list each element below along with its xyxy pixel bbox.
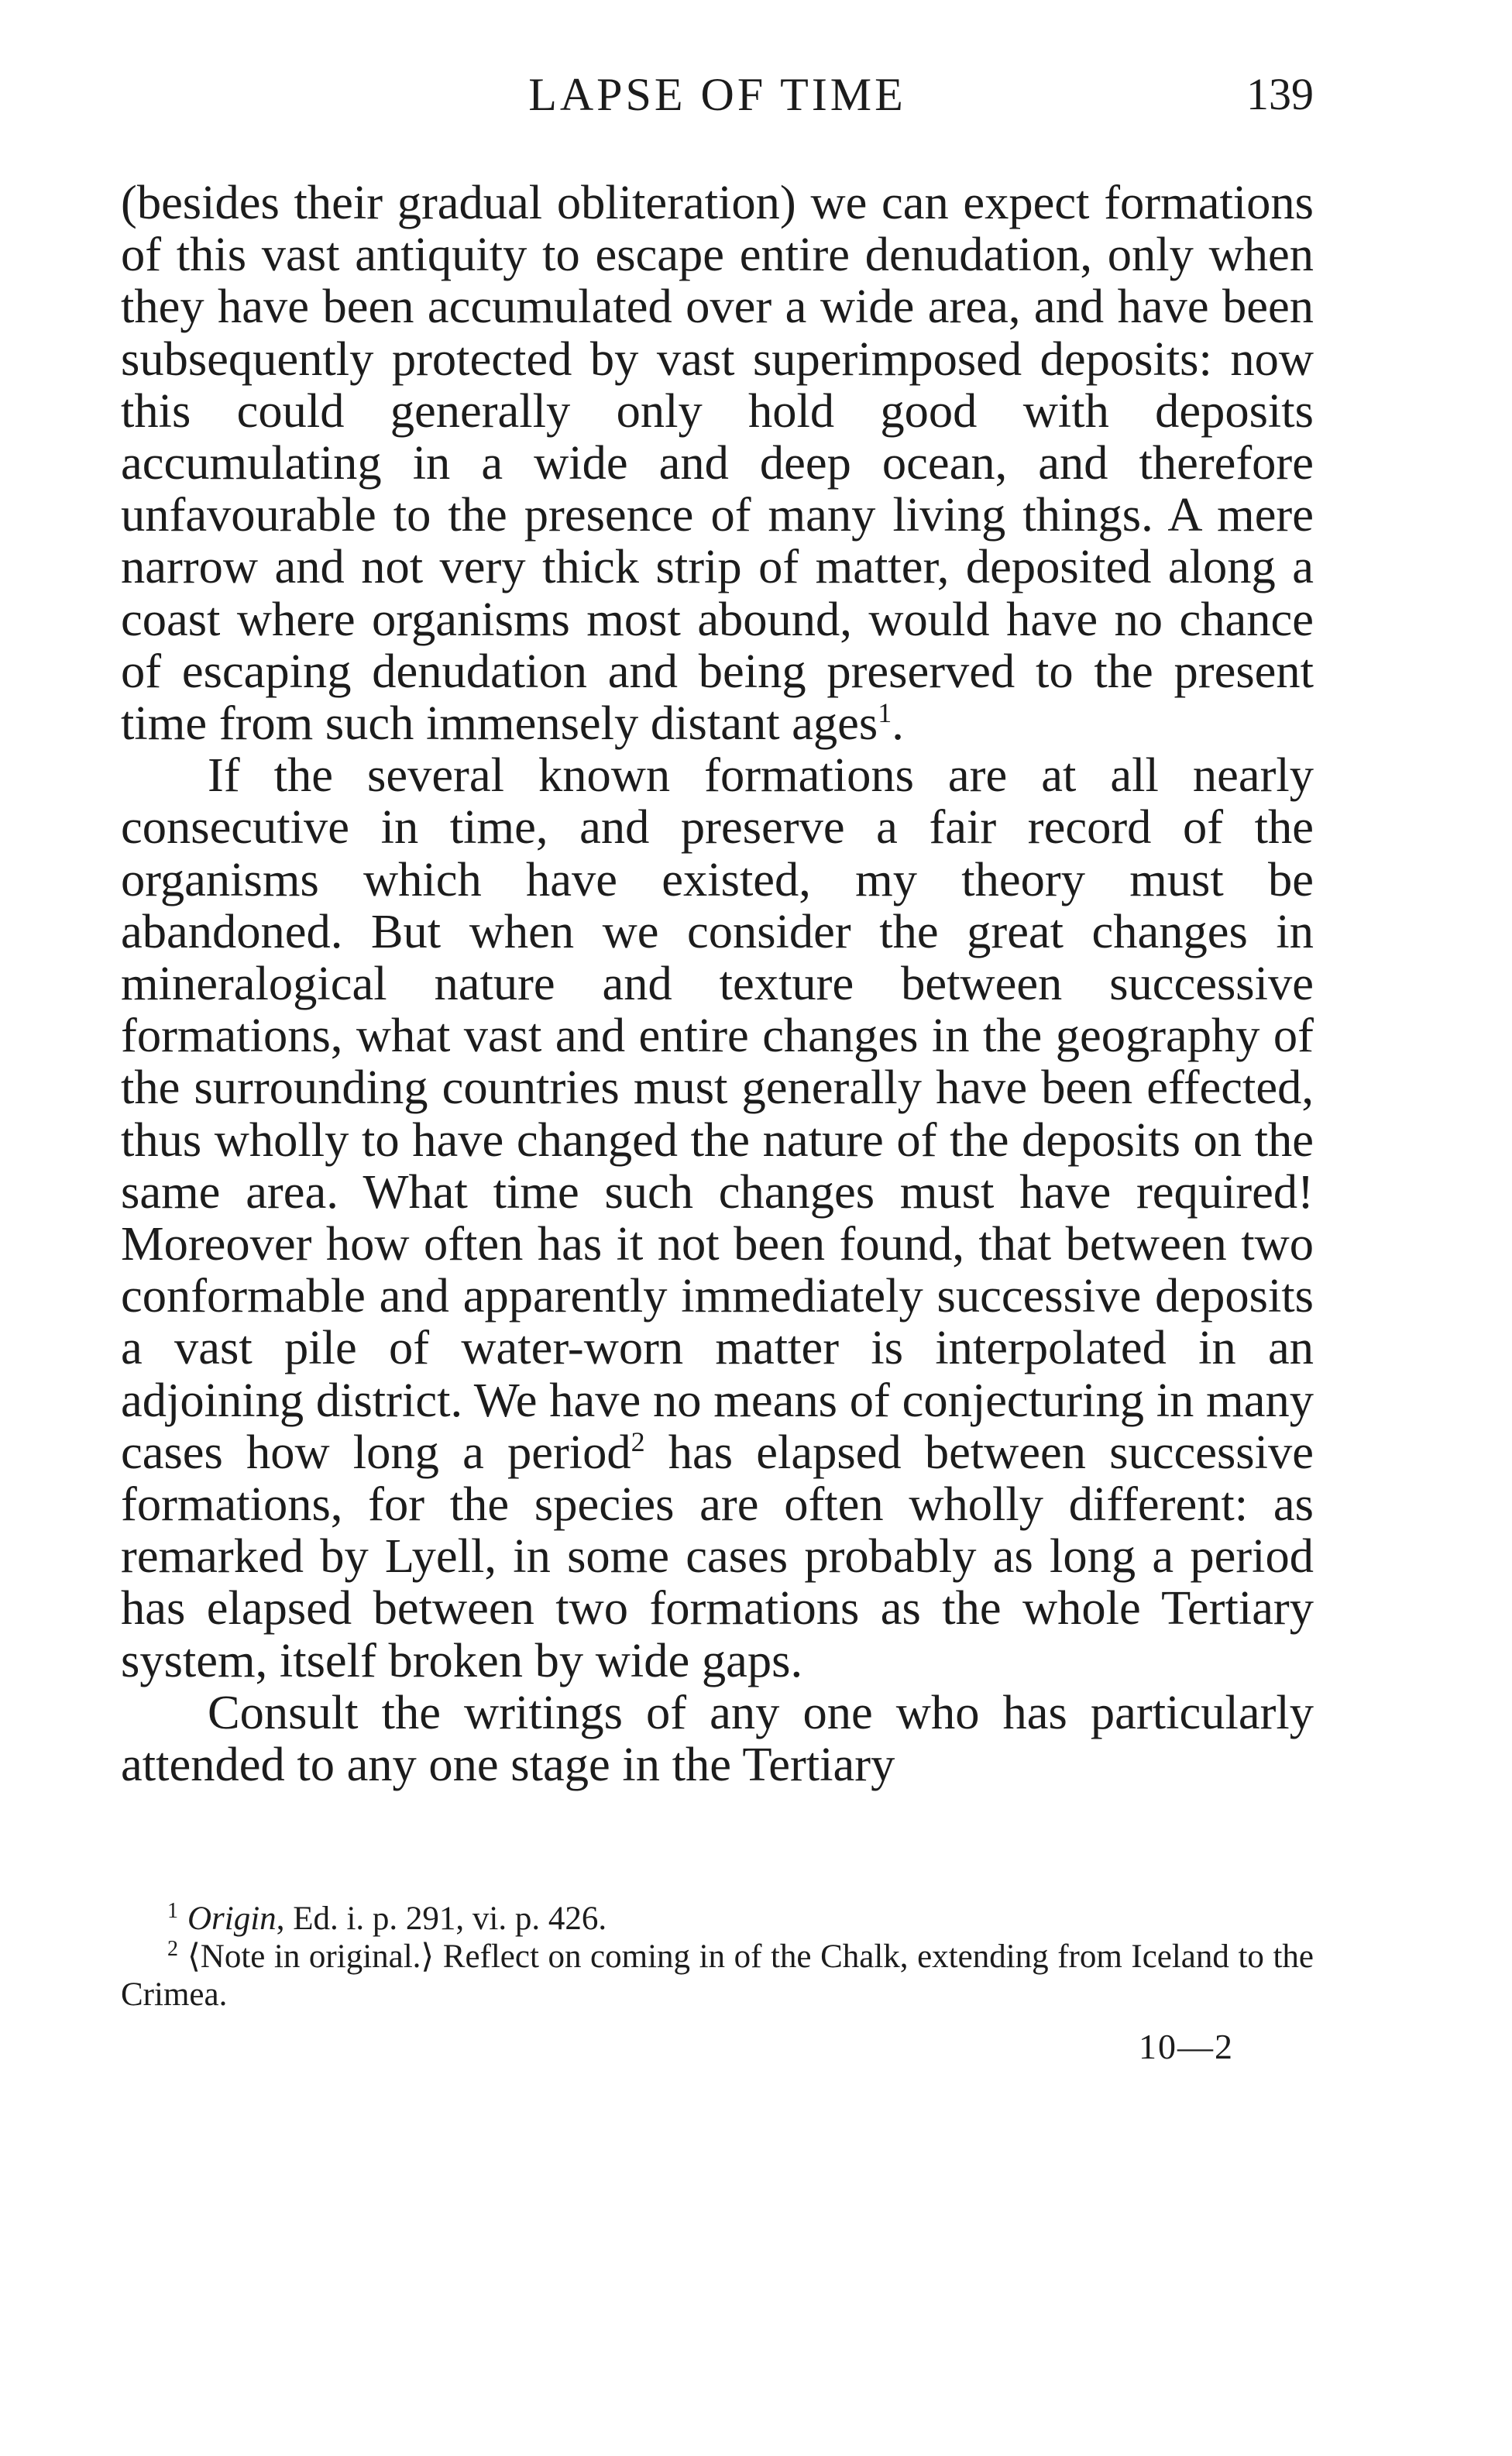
footnote-ref-2: 2: [631, 1426, 645, 1458]
footnote-1-mark: 1: [167, 1898, 178, 1923]
page-number: 139: [1246, 69, 1314, 119]
paragraph-3: [121, 1684, 1314, 1792]
footnote-1: [121, 1900, 1314, 1938]
running-title: LAPSE OF TIME: [528, 69, 906, 120]
paragraph-2-text-start: If the several known formations are at all nearly consecutive in time, and preserve a fair record of the organisms which have existed, my theory must be abandoned. But when we consider the great changes in mineralogical nature and texture between successive formations, what vast and entire changes in the geography of the surrounding countries must generally have been effected, thus wholly to have changed the nature of the deposits on the same area. What time such changes must have required! Moreover how often has it not been found, that between two conformable and apparently immediately successive deposits a vast pile of water-worn matter is interpolated in an adjoining district. We have no means of conjecturing in many cases how long a period: [121, 748, 1314, 1479]
paragraph-1-text: (besides their gradual obliteration) we can expect formations of this vast antiquity to escape entire denudation, only when they have been accumulated over a wide area, and have been subsequently protected by vast superimposed deposits: now this could generally only hold good with deposits accumulating in a wide and deep ocean, and therefore unfavourable to the presence of many living things. A mere narrow and not very thick strip of matter, deposited along a coast where organisms most abound, would have no chance of escaping denudation and being preserved to the present time from such immensely distant ages: [121, 175, 1314, 751]
footnote-1-title: Origin: [187, 1900, 277, 1937]
paragraph-1: [121, 177, 1314, 749]
paragraph-2: [121, 749, 1314, 1687]
footnote-2-text: ⟨Note in original.⟩ Reflect on coming in of the Chalk, extending from Iceland to the Crimea.: [121, 1938, 1314, 2013]
footnote-2-mark: 2: [167, 1936, 178, 1961]
footnotes: [121, 1900, 1314, 2014]
body-text: [121, 177, 1314, 1790]
paragraph-2-text-end: has elapsed between successive formations, for the species are often wholly different: as remarked by Lyell, in some cases probably as long a period has elapsed between two formations as the whole Tertiary system, itself broken by wide gaps.: [121, 1424, 1314, 1687]
footnote-1-text: , Ed. i. p. 291, vi. p. 426.: [276, 1900, 607, 1937]
footnote-2: [121, 1938, 1314, 2014]
running-head: [121, 68, 1314, 130]
paragraph-1-end: .: [892, 696, 904, 751]
footnote-ref-1: 1: [878, 697, 892, 729]
paragraph-3-text: Consult the writings of any one who has particularly attended to any one stage in the Tertiary: [121, 1684, 1314, 1792]
signature-mark: 10—2: [1139, 2027, 1234, 2066]
